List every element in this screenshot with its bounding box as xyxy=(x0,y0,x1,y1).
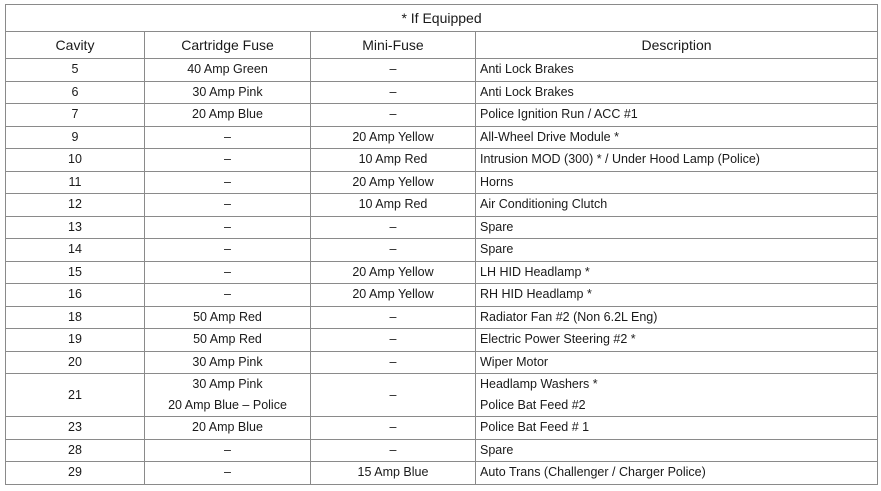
cell-cavity: 13 xyxy=(6,216,145,239)
cell-mini-fuse: – xyxy=(311,59,476,82)
table-row xyxy=(6,284,878,307)
cell-cartridge-fuse xyxy=(145,149,311,172)
cell-description xyxy=(476,239,878,262)
cell-mini-fuse: – xyxy=(311,216,476,239)
cell-cavity: 18 xyxy=(6,306,145,329)
description-text: Police Bat Feed #2 xyxy=(480,398,586,412)
cartridge-fuse-text: – xyxy=(224,197,231,212)
table-row xyxy=(6,351,878,374)
cell-mini-fuse: – xyxy=(311,374,476,417)
cell-description xyxy=(476,216,878,239)
cartridge-fuse-text: – xyxy=(224,465,231,480)
header-cavity: Cavity xyxy=(6,32,145,59)
cell-cartridge-fuse xyxy=(145,104,311,127)
cartridge-fuse-text: – xyxy=(224,174,231,189)
cartridge-fuse-text: – xyxy=(224,219,231,234)
cell-description xyxy=(476,126,878,149)
cell-mini-fuse: 20 Amp Yellow xyxy=(311,261,476,284)
cell-cavity: 5 xyxy=(6,59,145,82)
cell-description xyxy=(476,149,878,172)
description-text: Headlamp Washers * xyxy=(480,377,598,391)
cell-description xyxy=(476,374,878,417)
cell-cavity: 19 xyxy=(6,329,145,352)
cell-mini-fuse: 10 Amp Red xyxy=(311,194,476,217)
table-body xyxy=(6,59,878,485)
cell-cartridge-fuse xyxy=(145,261,311,284)
description-text: RH HID Headlamp * xyxy=(480,287,592,302)
cartridge-fuse-text: 20 Amp Blue xyxy=(192,420,263,435)
cell-cartridge-fuse xyxy=(145,374,311,417)
description-text: Radiator Fan #2 (Non 6.2L Eng) xyxy=(480,309,658,324)
header-cartridge-fuse: Cartridge Fuse xyxy=(145,32,311,59)
cartridge-fuse-text: – xyxy=(224,442,231,457)
cell-mini-fuse: 20 Amp Yellow xyxy=(311,126,476,149)
description-text: Auto Trans (Challenger / Charger Police) xyxy=(480,465,706,480)
cell-description xyxy=(476,171,878,194)
cell-cartridge-fuse xyxy=(145,439,311,462)
table-row xyxy=(6,126,878,149)
cell-mini-fuse: 10 Amp Red xyxy=(311,149,476,172)
cell-cavity: 6 xyxy=(6,81,145,104)
cell-description xyxy=(476,306,878,329)
table-row xyxy=(6,104,878,127)
cell-cartridge-fuse xyxy=(145,284,311,307)
cell-cartridge-fuse xyxy=(145,216,311,239)
description-text: Anti Lock Brakes xyxy=(480,62,574,77)
description-text: All-Wheel Drive Module * xyxy=(480,129,619,144)
table-row xyxy=(6,306,878,329)
cell-cartridge-fuse xyxy=(145,239,311,262)
cell-description xyxy=(476,417,878,440)
cell-cavity: 12 xyxy=(6,194,145,217)
cartridge-fuse-text: 30 Amp Pink xyxy=(192,377,263,391)
cartridge-fuse-text: – xyxy=(224,129,231,144)
table-row xyxy=(6,439,878,462)
description-text: Police Ignition Run / ACC #1 xyxy=(480,107,638,122)
cell-mini-fuse: – xyxy=(311,351,476,374)
cell-cavity: 21 xyxy=(6,374,145,417)
cell-description xyxy=(476,261,878,284)
table-row xyxy=(6,417,878,440)
cell-cavity: 15 xyxy=(6,261,145,284)
cell-mini-fuse: – xyxy=(311,417,476,440)
cell-mini-fuse: – xyxy=(311,329,476,352)
cell-description xyxy=(476,59,878,82)
cell-description xyxy=(476,329,878,352)
header-mini-fuse: Mini-Fuse xyxy=(311,32,476,59)
cell-mini-fuse: 20 Amp Yellow xyxy=(311,171,476,194)
cell-cartridge-fuse xyxy=(145,329,311,352)
description-text: Spare xyxy=(480,219,514,234)
description-text: Police Bat Feed # 1 xyxy=(480,420,590,435)
table-row xyxy=(6,149,878,172)
table-row xyxy=(6,239,878,262)
table-row xyxy=(6,374,878,417)
cell-mini-fuse: 15 Amp Blue xyxy=(311,462,476,485)
cell-description xyxy=(476,439,878,462)
cell-mini-fuse: – xyxy=(311,239,476,262)
cell-cartridge-fuse xyxy=(145,306,311,329)
cartridge-fuse-text: – xyxy=(224,287,231,302)
table-row xyxy=(6,329,878,352)
cartridge-fuse-text: 30 Amp Pink xyxy=(192,84,263,99)
cartridge-fuse-text: 20 Amp Blue xyxy=(192,107,263,122)
table-row xyxy=(6,261,878,284)
cell-cartridge-fuse xyxy=(145,126,311,149)
cell-cavity: 29 xyxy=(6,462,145,485)
cartridge-fuse-text: – xyxy=(224,152,231,167)
cell-mini-fuse: – xyxy=(311,439,476,462)
cell-mini-fuse: – xyxy=(311,81,476,104)
cartridge-fuse-text: 30 Amp Pink xyxy=(192,354,263,369)
description-text: Horns xyxy=(480,174,514,189)
cartridge-fuse-text: 50 Amp Red xyxy=(193,309,262,324)
cell-cavity: 10 xyxy=(6,149,145,172)
cell-cartridge-fuse xyxy=(145,171,311,194)
cartridge-fuse-text: 50 Amp Red xyxy=(193,332,262,347)
cell-mini-fuse: – xyxy=(311,104,476,127)
cell-description xyxy=(476,351,878,374)
cell-description xyxy=(476,104,878,127)
table-caption: * If Equipped xyxy=(6,5,878,32)
description-text: Spare xyxy=(480,442,514,457)
cell-cartridge-fuse xyxy=(145,59,311,82)
caption-row xyxy=(6,5,878,32)
cartridge-fuse-text: – xyxy=(224,242,231,257)
header-description: Description xyxy=(476,32,878,59)
cell-description xyxy=(476,462,878,485)
cell-cartridge-fuse xyxy=(145,351,311,374)
description-text: Electric Power Steering #2 * xyxy=(480,332,636,347)
cell-cavity: 16 xyxy=(6,284,145,307)
table-row xyxy=(6,81,878,104)
cell-cartridge-fuse xyxy=(145,81,311,104)
description-text: LH HID Headlamp * xyxy=(480,264,590,279)
cell-description xyxy=(476,194,878,217)
cell-cavity: 20 xyxy=(6,351,145,374)
cell-cavity: 7 xyxy=(6,104,145,127)
header-row xyxy=(6,32,878,59)
table-row xyxy=(6,59,878,82)
fuse-table xyxy=(5,4,878,485)
description-text: Spare xyxy=(480,242,514,257)
cell-mini-fuse: 20 Amp Yellow xyxy=(311,284,476,307)
cell-description xyxy=(476,284,878,307)
table-row xyxy=(6,462,878,485)
cell-cavity: 11 xyxy=(6,171,145,194)
table-row xyxy=(6,194,878,217)
cell-cavity: 9 xyxy=(6,126,145,149)
cell-cartridge-fuse xyxy=(145,417,311,440)
cartridge-fuse-text: – xyxy=(224,264,231,279)
cell-cavity: 28 xyxy=(6,439,145,462)
description-text: Air Conditioning Clutch xyxy=(480,197,608,212)
cell-mini-fuse: – xyxy=(311,306,476,329)
cell-cavity: 23 xyxy=(6,417,145,440)
cell-cartridge-fuse xyxy=(145,462,311,485)
description-text: Anti Lock Brakes xyxy=(480,84,574,99)
cell-cavity: 14 xyxy=(6,239,145,262)
cell-cartridge-fuse xyxy=(145,194,311,217)
table-row xyxy=(6,171,878,194)
description-text: Wiper Motor xyxy=(480,354,549,369)
description-text: Intrusion MOD (300) * / Under Hood Lamp (Police) xyxy=(480,152,760,167)
table-row xyxy=(6,216,878,239)
cartridge-fuse-text: 40 Amp Green xyxy=(187,62,268,77)
cartridge-fuse-text: 20 Amp Blue – Police xyxy=(168,398,287,412)
cell-description xyxy=(476,81,878,104)
